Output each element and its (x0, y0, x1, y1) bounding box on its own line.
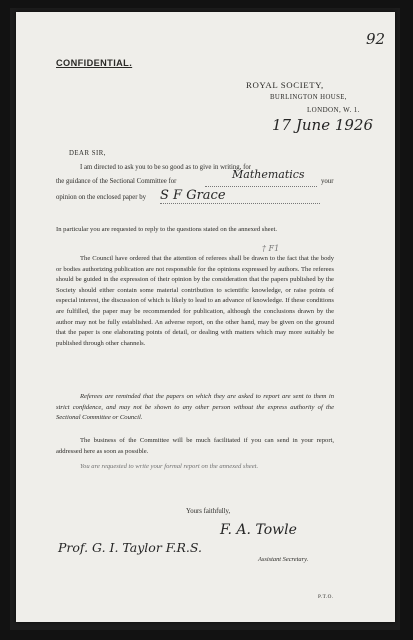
struck-instruction-line: You are requested to write your formal report on the annexed sheet. (80, 463, 259, 470)
letterhead-org-name: ROYAL SOCIETY, (246, 80, 324, 90)
request-line-3: opinion on the enclosed paper by (56, 194, 147, 201)
closing-phrase: Yours faithfully, (186, 508, 231, 515)
handwritten-signature: F. A. Towle (220, 522, 297, 538)
handwritten-referee-name: Prof. G. I. Taylor F.R.S. (58, 540, 202, 555)
subject-fill-line (205, 186, 317, 187)
handwritten-author: S F Grace (160, 188, 226, 203)
business-paragraph: The business of the Committee will be much facilitated if you can send in your report, addressed here as soon as possible. (56, 437, 334, 455)
handwritten-date: 17 June 1926 (272, 116, 374, 134)
letterhead-address-city: LONDON, W. 1. (307, 106, 360, 114)
margin-annotation: † F1 (262, 244, 280, 253)
author-fill-line (160, 203, 320, 204)
letterhead-address-house: BURLINGTON HOUSE, (270, 94, 347, 101)
confidential-heading: CONFIDENTIAL. (56, 58, 133, 68)
request-line-1: I am directed to ask you to be so good as to give in writing, for (80, 164, 252, 171)
handwritten-subject: Mathematics (232, 168, 305, 181)
salutation: DEAR SIR, (69, 150, 106, 157)
confidentiality-reminder: Referees are reminded that the papers on which they are asked to report are sent to them in strict confidence, and may not be shown to any other person without the express authority of the Sectional Committee or Council. (56, 393, 334, 422)
request-line-2-start: the guidance of the Sectional Committee for (56, 178, 177, 185)
council-paragraph: The Council have ordered that the attention of referees shall be drawn to the fact that the body or bodies authorizing publication are not responsible for the opinions expressed by authors. The referees should be guided in the expression of their opinion by the consideration that the papers published by the Society should either contain some material contribution to scientific knowledge, or raise points of especial interest, the discussion of which is likely to lead to an advance of knowledge. If these conditions are fulfilled, the paper may be recommended for publication, although the conclusions drawn by the author may not be fully established. An adverse report, on the other hand, may be given on the ground that the paper is one elaborating points of detail, or dealing with matters which may more suitably be published through other channels. (56, 255, 334, 347)
instructions-paragraph: In particular you are requested to reply to the questions stated on the annexed sheet. (56, 226, 278, 233)
archive-page-number: 92 (366, 30, 386, 48)
signer-title: Assistant Secretary. (258, 556, 309, 563)
request-line-2-end: your (321, 178, 334, 185)
please-turn-over: P.T.O. (318, 594, 334, 600)
